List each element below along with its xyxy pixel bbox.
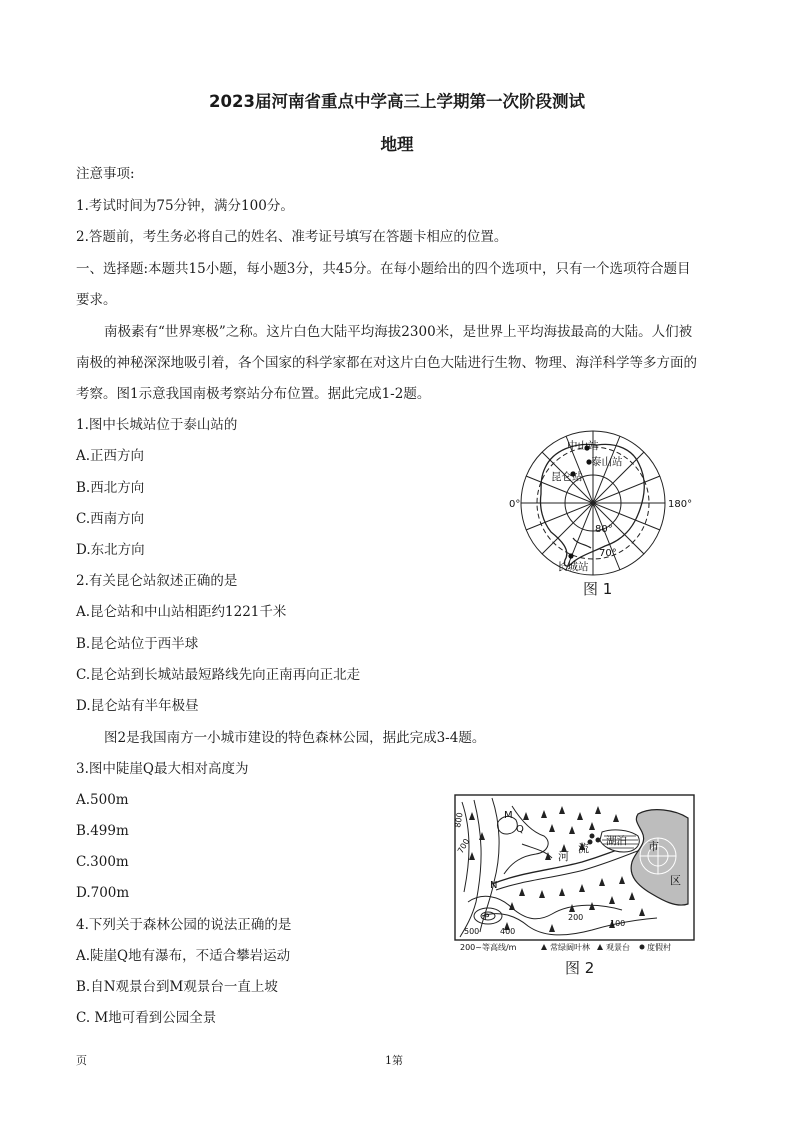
- contour-label-400: 400: [500, 927, 516, 936]
- changcheng-label: 长城站: [557, 561, 589, 573]
- intro2-text: 图2是我国南方一小城市建设的特色森林公园，据此完成3-4题。: [104, 730, 486, 746]
- q4-option-c: C. M地可看到公园全景: [76, 1010, 217, 1026]
- forest-park-map-svg: [452, 792, 697, 952]
- legend-resort-icon: [640, 945, 645, 950]
- q4-option-b: B.自N观景台到M观景台一直上坡: [76, 979, 278, 995]
- q1-option-c: C.西南方向: [76, 511, 145, 527]
- latitude-70-label: 70°: [599, 548, 617, 559]
- q3-option-c: C.300m: [76, 854, 129, 870]
- label-n: N: [490, 880, 498, 891]
- figure-2-caption: 图 2: [565, 959, 595, 977]
- legend-resort: 度假村: [647, 943, 671, 952]
- label-m: M: [504, 810, 513, 821]
- taishan-label: 泰山站: [591, 456, 623, 468]
- q2-option-d: D.昆仑站有半年极昼: [76, 698, 199, 714]
- q1-option-a: A.正西方向: [76, 448, 145, 464]
- legend-forest-icon: [541, 944, 547, 950]
- label-q: Q: [516, 824, 524, 835]
- changcheng-station-dot: [568, 553, 573, 558]
- legend-forest: 常绿阔叶林: [550, 943, 590, 952]
- figure-2-forest-park-map: [452, 792, 697, 952]
- legend-contour: 200~等高线/m: [460, 943, 517, 952]
- section-heading-line2: 要求。: [76, 292, 117, 308]
- longitude-0-label: 0°: [509, 499, 521, 510]
- footer-page-number: 1第: [385, 1054, 403, 1067]
- city-label-2: 区: [670, 874, 681, 887]
- resort-symbols: [588, 834, 601, 845]
- intro1-line2: 南极的神秘深深地吸引着，各个国家的科学家都在对这片白色大陆进行生物、物理、海洋科学等多方面的: [76, 355, 697, 371]
- q1-stem: 1.图中长城站位于泰山站的: [76, 417, 238, 433]
- contour-label-500: 500: [464, 927, 480, 936]
- footer-left: 页: [76, 1054, 87, 1067]
- q1-option-b: B.西北方向: [76, 480, 145, 496]
- longitude-180-label: 180°: [668, 499, 693, 510]
- q3-option-d: D.700m: [76, 885, 130, 901]
- note-item-1: 1.考试时间为75分钟，满分100分。: [76, 198, 294, 214]
- legend-viewpoint: 观景台: [606, 943, 630, 952]
- kunlun-label: 昆仑站: [551, 471, 583, 483]
- intro1-line3: 考察。图1示意我国南极考察站分布位置。据此完成1-2题。: [76, 386, 431, 402]
- contour-label-700: 700: [455, 837, 472, 855]
- q3-option-a: A.500m: [76, 792, 129, 808]
- figure-1-antarctica-map: [505, 428, 700, 588]
- q4-stem: 4.下列关于森林公园的说法正确的是: [76, 917, 292, 933]
- latitude-80-label: 80°: [595, 524, 613, 535]
- q2-option-b: B.昆仑站位于西半球: [76, 636, 199, 652]
- zhongshan-label: 中山站: [567, 440, 599, 452]
- legend-viewpoint-icon: [597, 944, 603, 950]
- q2-stem: 2.有关昆仑站叙述正确的是: [76, 573, 238, 589]
- section-heading-line1: 一、选择题:本题共15小题，每小题3分，共45分。在每小题给出的四个选项中，只有一个选项符合题目: [76, 261, 691, 277]
- city-label-1: 市: [648, 840, 659, 853]
- contour-label-100: 100: [610, 919, 626, 928]
- label-p: P: [484, 913, 490, 923]
- river-label-2: 流: [578, 842, 589, 855]
- exam-title: 2023届河南省重点中学高三上学期第一次阶段测试: [209, 92, 585, 111]
- contour-label-800: 800: [453, 811, 465, 829]
- q2-option-c: C.昆仑站到长城站最短路线先向正南再向正北走: [76, 667, 361, 683]
- q4-option-a: A.陡崖Q地有瀑布，不适合攀岩运动: [76, 948, 291, 964]
- contour-label-200: 200: [568, 913, 584, 922]
- figure-1-caption: 图 1: [583, 580, 613, 598]
- lake-label: 湖泊: [606, 835, 627, 847]
- intro1-line1: 南极素有“世界寒极”之称。这片白色大陆平均海拔2300米，是世界上平均海拔最高的大陆。人们被: [104, 324, 693, 340]
- q3-option-b: B.499m: [76, 823, 129, 839]
- subject-title: 地理: [380, 135, 414, 154]
- notes-heading: 注意事项:: [76, 166, 135, 182]
- q3-stem: 3.图中陡崖Q最大相对高度为: [76, 761, 249, 777]
- antarctica-map-svg: [505, 428, 700, 588]
- note-item-2: 2.答题前，考生务必将自己的姓名、准考证号填写在答题卡相应的位置。: [76, 229, 508, 245]
- q1-option-d: D.东北方向: [76, 542, 145, 558]
- river-label-1: 河: [558, 850, 569, 863]
- q2-option-a: A.昆仑站和中山站相距约1221千米: [76, 604, 287, 620]
